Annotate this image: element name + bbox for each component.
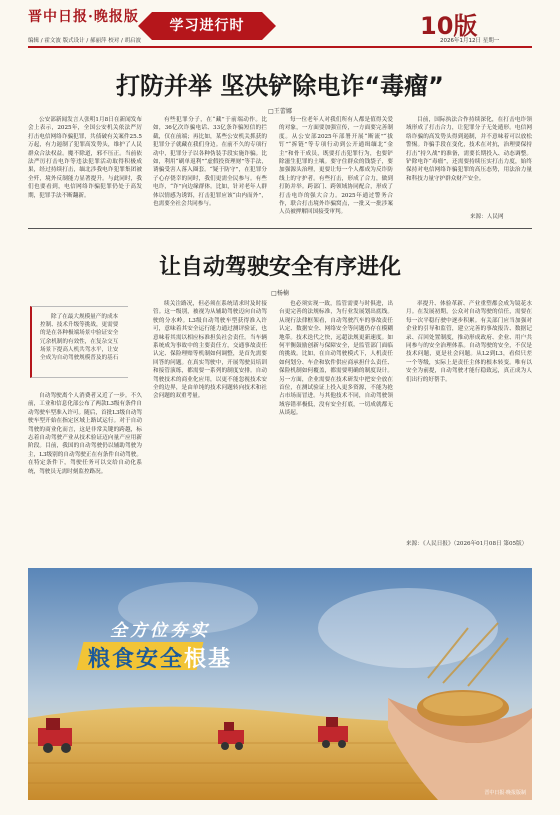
banner-line2 (88, 642, 232, 673)
article1-col1-text: 公安部新闻发言人张明1月8日在新闻发布会上表示，2025年，全国公安机关依法严厉打击电信网络诈骗犯罪，共侦破有关案件25.5万起，有力遏制了犯罪高发势头，维护了人民群众合法权益。魔不除道，邪不压正。当前依法严厉打击电诈等违法犯罪活动取得积极成果，经过持续打击，缅北涉我电诈犯罪集团被全歼，境外反制能力显著提升。与此同时，我们也要看到，电信网络诈骗犯罪仍处于高发期，犯罪手法不断翻新。 (28, 117, 142, 199)
article2-col4-text: 率提升、体验革新、产业重塑都会成为镜花水月。在发展初期，公众对自动驾驶的信任，需要在每一次平稳行驶中逐步积累。有关部门应当加强对企业的引导和监管，建立完善的事故报告、数据记录、召回处置制度，推动形成政府、企业、用户共同参与的安全治理体系。自动驾驶的安全，不仅是技术问题，更是社会问题。从L2到L3，看似只差一个等级，实际上是责任主体的根本转变。唯有以安全为前提，自动驾驶才能行稳致远，真正成为人们出行的好帮手。 (406, 301, 532, 383)
article1-col3 (279, 116, 393, 220)
newspaper-logo: 晋中日报·晚报版 (28, 9, 139, 25)
article2-col4 (406, 300, 532, 536)
issue-date: 2026年1月12日 星期一 (440, 38, 500, 44)
banner-line2-highlight: 粮食安全 (88, 647, 185, 672)
article2-col3-text: 也必须实现一致，监管需要与时俱进，出台更完善的法规标准，为行业发展划出底线。从现行法律框架看，自动驾驶汽车的事故责任认定、数据安全、网络安全等问题仍存在模糊地带。技术迭代之快，远超法规更新速度。如何平衡鼓励创新与保障安全，是监管部门面临的挑战。比如，在自动驾驶模式下，人机责任如何划分、车企和软件供应商承担什么责任、保险机制如何覆盖，都需要明确的制度设计。另一方面，企业需要在技术研发中把安全放在首位，在测试验证上投入更多资源，不能为抢占市场而冒进。与其他技术不同，自动驾驶领域容错率极低，没有安全打底，一切成就都无从谈起。 (279, 301, 393, 417)
article1-col3-text: 每一位老年人对我们所有人都是值得关爱的对象，一方面要加强宣传，一方面要完善制度。从公安部2025年部署开展“断流”“拔钉”“拆链”等专项行动到公开通缉缅北“金主”和骨干成员，既要打击犯罪行为，也要铲除滋生犯罪的土壤。要守住群众的钱袋子，要加强源头治理，更要让每一个人都成为反诈防线上的守护者。有些打击，形成了合力，做到打防并举。跨部门、跨领域协同配合，形成了打击电诈的强大合力。2025年通过警务合作，联合打击境外诈骗窝点，一批又一批涉案人员被押解回国接受审判。 (279, 117, 393, 216)
article1-col4-text: 目前，国际执法合作持续深化，在打击电诈领域形成了打击合力，让犯罪分子无处遁形。电信网络诈骗的高发势头得到遏制，并不意味着可以放松警惕。诈骗手段在变化，技术在对抗，治理要保持打击“持久战”的准备，需要长期投入、动态调整。铲除电诈“毒瘤”，还需要持续压实打击力度，始终保持对电信网络诈骗犯罪的高压态势，用法治力量和科技力量守护群众财产安全。 (406, 117, 532, 182)
article2-byline: □杨楠 (271, 290, 289, 297)
article2-col1-text: 自动驾驶离个人消费者又近了一步。不久前，工业和信息化部公布了两款L3级有条件自动驾驶车型准入许可。随后，首批L3级自动驾驶车型开始在指定区域上路试运行。对于自动驾驶的商业化而言，这是非常关键的跨越，标志着自动驾驶产业从技术验证迈向量产应用新阶段。目前，我国的自动驾驶仍以辅助驾驶为主，L3级别的自动驾驶正在有条件自动驾驶。在特定条件下，驾驶任务可以交给自动化系统，驾驶员无需时刻监控路况。 (28, 393, 142, 475)
banner-line1: 全方位夯实 (110, 621, 210, 641)
banner-credit: 晋中日报·晚报版制 (484, 790, 526, 796)
article2-col3 (279, 300, 393, 560)
article2-title: 让自动驾驶安全有序进化 (158, 255, 401, 280)
article1-col1 (28, 116, 142, 220)
banner-illustration (28, 568, 532, 800)
banner-line2-rest: 根基 (184, 647, 233, 672)
article1-col2-text: 有些犯罪分子，在“藏”于前端动作。比如，36亿次诈骗电话、33亿条诈骗短信的拦截，仅在前端；再比如，某些公安机关抓获的犯罪分子就藏在我们身边。在前不久的专项行动中，犯罪分子以各种伪装手段实施诈骗。比如，利用“刷单返利”“虚假投资理财”等手法，诱骗受害人落入圈套。“疑于防守”，在犯罪分子心存侥幸的同时，我们更需全民参与。有些电诈，“诈”向边缘群体。比如，针对老年人群体以情感为诱饵，打击犯罪应该“由内而外”，也需要全社会共同参与。 (153, 117, 267, 208)
article2-source: 来源：《人民日报》（2026年01月08日 第05版） (406, 541, 528, 547)
section-tab: 学习进行时 (152, 12, 262, 40)
cloud (318, 588, 498, 668)
editor-credits: 编辑 / 霍文波 版式设计 / 郝丽萍 校对 / 胡启波 (28, 38, 142, 44)
header-rule (28, 46, 532, 48)
page-number: 10版 (420, 12, 478, 40)
article1-col4 (406, 116, 532, 210)
article1-col2 (153, 116, 267, 220)
article2-col2-text: 续关注路况，但必须在系统请求时及时接管。这一级别，被视为从辅助驾驶迈向自动驾驶的分水岭。L3级自动驾驶车型获得准入许可，意味着其安全运行能力通过测评验证，也意味着其需以相应标准担负社会责任。当车辆系统成为事故中的主要责任方，交通事故责任认定、保险理赔等机制如何调整，是首先需要回答的问题。在真实驾驶中，开展驾驶员培训和接管演练，都需要一系列的制度安排。自动驾驶技术的商业化应用，以更不能忽视技术安全的边界，是由单纯的技术问题转向技术和社会问题的双重考量。 (153, 301, 267, 400)
grain-security-banner (28, 568, 532, 800)
article-divider (28, 228, 532, 229)
article1-title: 打防并举 坚决铲除电诈“毒瘤” (116, 72, 444, 100)
article1-source: 来源：人民网 (470, 214, 504, 220)
article1-byline: □王蕾娜 (268, 108, 292, 115)
pull-quote: 除了在最大规模量产的成本控制、技术升级等挑战，更需要的是在各种极端场景中验证安全冗余机制的有效性，在复杂交互场景下提高人机共驾水平，让安全成为自动驾驶规模普及的基石 (30, 306, 128, 378)
article2-col1 (28, 392, 142, 560)
page-header (0, 0, 560, 52)
article2-col2 (153, 300, 267, 560)
